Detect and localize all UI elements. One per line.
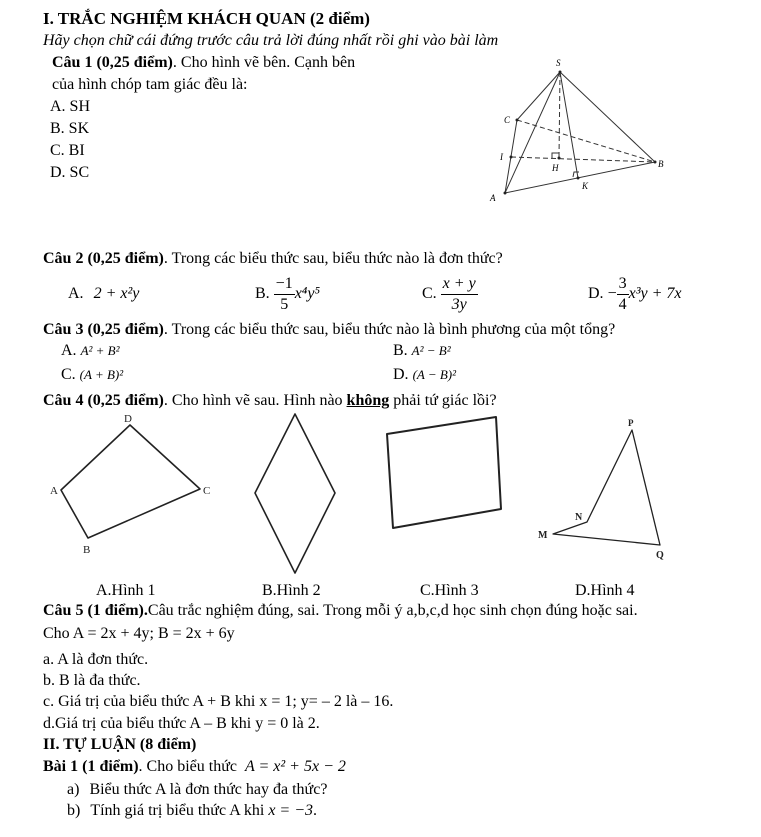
q2-option-a-expr: 2 + x²y	[93, 285, 140, 302]
point-label-h: H	[552, 163, 559, 173]
q5-statement-d[interactable]: d.Giá trị của biểu thức A – B khi y = 0 là 2.	[43, 715, 320, 732]
q3-option-c-expr: (A + B)²	[79, 367, 124, 382]
question-1-text: . Cho hình vẽ bên. Cạnh bên	[172, 54, 356, 71]
figure-1-quadrilateral-icon	[61, 425, 200, 538]
part-b-end: .	[313, 802, 318, 819]
fraction-denominator: 3y	[451, 295, 467, 313]
q1-option-b[interactable]: B. SK	[50, 120, 90, 137]
q1-option-c[interactable]: C. BI	[50, 142, 85, 159]
q5-statement-a[interactable]: a. A là đơn thức.	[43, 651, 149, 668]
bai-1-part-b	[67, 801, 317, 820]
point-label-i: I	[500, 152, 503, 162]
figure-3-quadrilateral-icon	[387, 417, 501, 528]
fig4-label-q: Q	[656, 550, 664, 561]
section-instruction: Hãy chọn chữ cái đứng trước câu trả lời đúng nhất rồi ghi vào bài làm	[43, 32, 499, 49]
bai-1-line	[43, 757, 346, 776]
q2-option-d-sign: −	[607, 285, 617, 302]
q4-option-a[interactable]: A.Hình 1	[96, 582, 156, 599]
fig1-label-c: C	[203, 485, 211, 497]
question-4-text-after: phải tứ giác lồi?	[389, 392, 497, 409]
figure-4-concave-quadrilateral-icon	[553, 430, 660, 545]
bai-1-text: . Cho biểu thức	[138, 758, 241, 775]
fig4-label-m: M	[538, 530, 548, 541]
fig1-label-b: B	[83, 544, 91, 556]
q4-option-c[interactable]: C.Hình 3	[420, 582, 479, 599]
bai-1-part-a	[67, 780, 327, 799]
q1-option-d[interactable]: D. SC	[50, 164, 90, 181]
point-label-a: A	[490, 193, 496, 203]
fig4-label-n: N	[575, 512, 583, 523]
question-2-label: Câu 2 (0,25 điểm)	[43, 250, 164, 267]
section-title: I. TRẮC NGHIỆM KHÁCH QUAN (2 điểm)	[43, 9, 370, 28]
question-1-text-2: của hình chóp tam giác đều là:	[52, 76, 248, 93]
point-label-c: C	[504, 115, 511, 125]
part-a-text: Biểu thức A là đơn thức hay đa thức?	[89, 781, 328, 798]
q3-option-c-letter: C.	[61, 366, 76, 383]
part-b-text: Tính giá trị biểu thức A khi	[90, 802, 269, 819]
question-4-label: Câu 4 (0,25 điểm)	[43, 392, 164, 409]
q3-option-a-letter: A.	[61, 342, 77, 359]
q2-option-b-rest: x⁴y⁵	[294, 285, 321, 302]
bai-1-expr: A = x² + 5x − 2	[244, 758, 346, 775]
section-2-title: II. TỰ LUẬN (8 điểm)	[43, 736, 197, 753]
q2-option-a-letter: A.	[68, 285, 84, 302]
question-3-label: Câu 3 (0,25 điểm)	[43, 321, 164, 338]
q3-option-d-expr: (A − B)²	[412, 367, 457, 382]
fraction-numerator: 3	[617, 274, 629, 295]
point-label-s: S	[556, 58, 561, 68]
q5-statement-c[interactable]: c. Giá trị của biểu thức A + B khi x = 1; y= – 2 là – 16.	[43, 693, 394, 710]
q5-statement-b[interactable]: b. B là đa thức.	[43, 672, 141, 689]
fraction-numerator: −1	[274, 274, 295, 295]
question-4-emphasis: không	[346, 392, 390, 409]
q3-option-b-expr: A² − B²	[411, 343, 451, 358]
question-4-text-before: . Cho hình vẽ sau. Hình nào	[163, 392, 347, 409]
point-label-b: B	[658, 159, 664, 169]
fraction-numerator: x + y	[441, 274, 478, 295]
question-5-text: Câu trắc nghiệm đúng, sai. Trong mỗi ý a,b,c,d học sinh chọn đúng hoặc sai.	[147, 602, 638, 619]
q3-option-a-expr: A² + B²	[80, 343, 120, 358]
fraction-denominator: 4	[618, 295, 627, 313]
q4-option-d[interactable]: D.Hình 4	[575, 582, 635, 599]
fig1-label-d: D	[124, 413, 132, 425]
q2-option-d-letter: D.	[588, 285, 604, 302]
part-b-expr: x = −3	[268, 802, 314, 819]
q3-option-b-letter: B.	[393, 342, 408, 359]
question-1-label: Câu 1 (0,25 điểm)	[52, 54, 173, 71]
q3-option-d-letter: D.	[393, 366, 409, 383]
q2-option-d-rest: x³y + 7x	[628, 285, 682, 302]
fig4-label-p: P	[628, 418, 634, 428]
question-3-text: . Trong các biểu thức sau, biểu thức nào là bình phương của một tổng?	[163, 321, 616, 338]
point-label-k: K	[582, 181, 589, 191]
part-b-marker: b)	[67, 802, 81, 819]
question-5-label: Câu 5 (1 điểm).	[43, 602, 148, 619]
question-5-given: Cho A = 2x + 4y; B = 2x + 6y	[43, 625, 235, 642]
q2-option-c-letter: C.	[422, 285, 437, 302]
q1-option-a[interactable]: A. SH	[50, 98, 91, 115]
fig1-label-a: A	[50, 485, 58, 497]
question-2-text: . Trong các biểu thức sau, biểu thức nào là đơn thức?	[163, 250, 503, 267]
bai-1-label: Bài 1 (1 điểm)	[43, 758, 139, 775]
question-5-line	[43, 601, 638, 620]
q4-option-b[interactable]: B.Hình 2	[262, 582, 321, 599]
q2-option-b-letter: B.	[255, 285, 270, 302]
part-a-marker: a)	[67, 781, 80, 798]
figure-2-rhombus-icon	[255, 414, 335, 573]
fraction-denominator: 5	[280, 295, 289, 313]
